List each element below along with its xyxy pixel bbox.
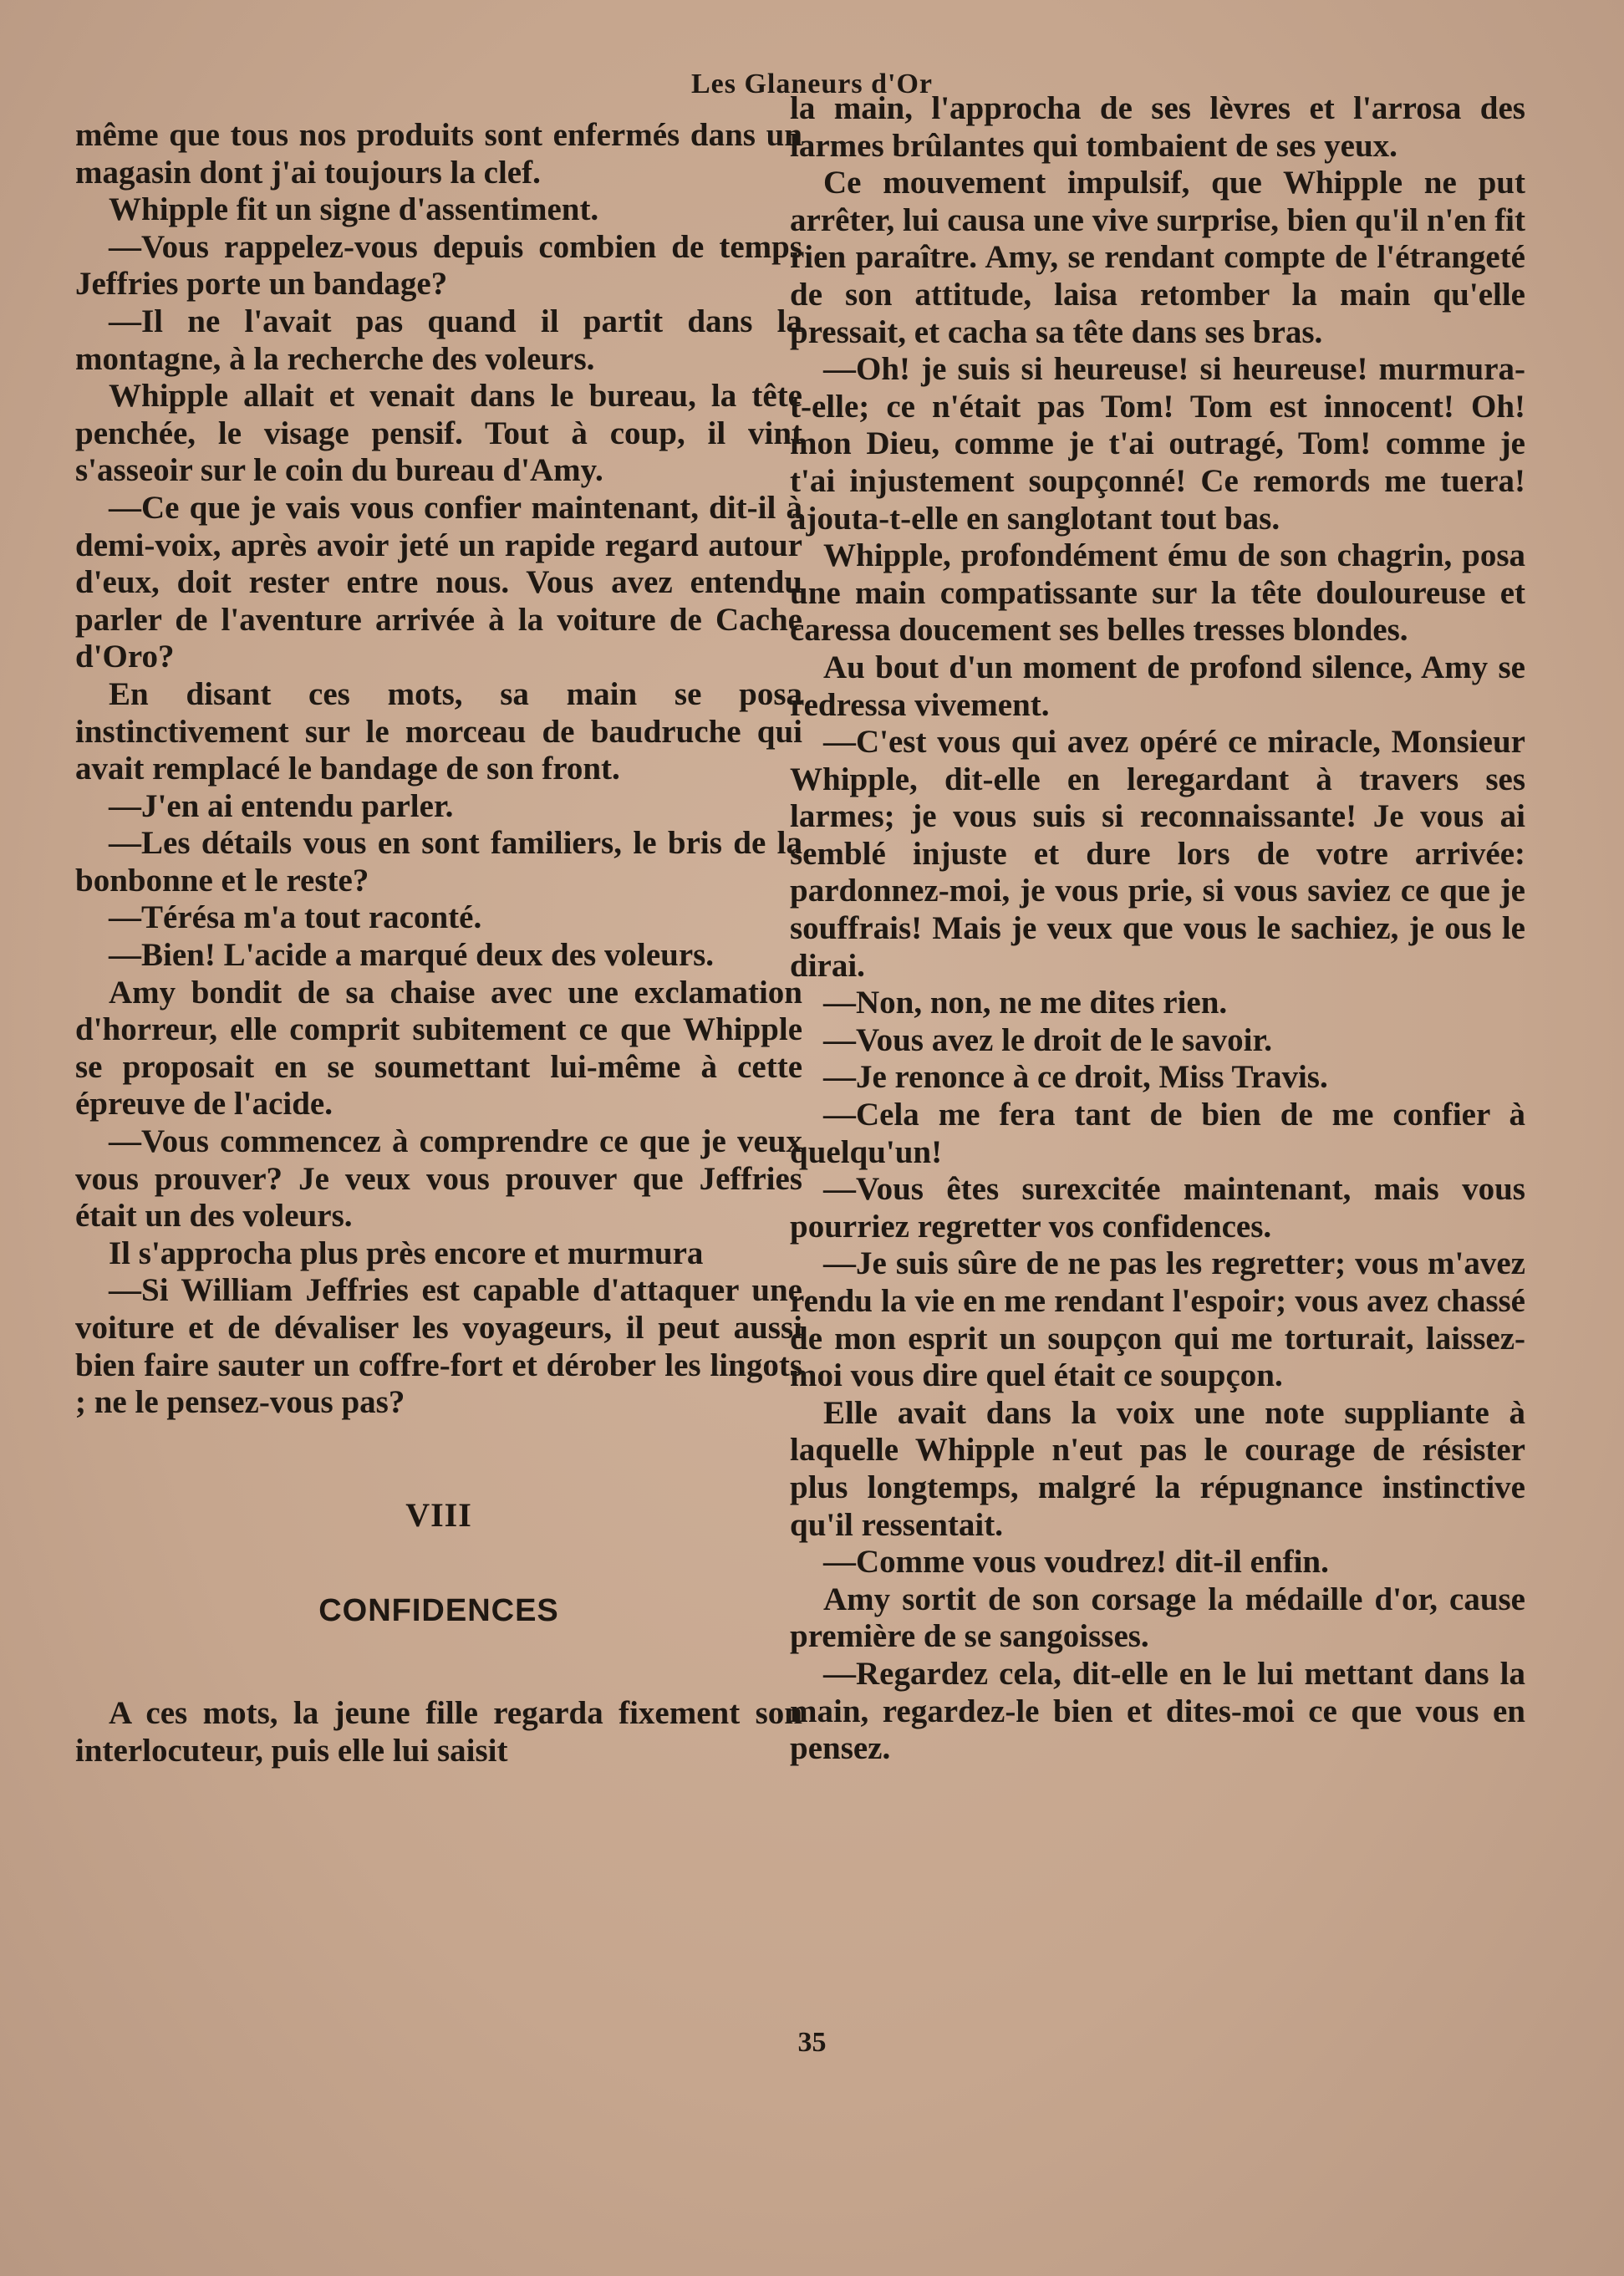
paragraph: —Je suis sûre de ne pas les regretter; vous m'avez rendu la vie en me rendant l'espoir; vous avez chassé de mon esprit un soupçon qui me torturait, laissez-moi vous dire quel était ce soupçon. bbox=[790, 1245, 1525, 1394]
paragraph: —Vous êtes surexcitée maintenant, mais vous pourriez regretter vos confidences. bbox=[790, 1171, 1525, 1245]
paragraph: Il s'approcha plus près encore et murmura bbox=[109, 1235, 704, 1271]
paragraph: —Je renonce à ce droit, Miss Travis. bbox=[823, 1059, 1328, 1096]
paragraph: —Vous commencez à comprendre ce que je veux vous prouver? Je veux vous prouver que Jeffries était un des voleurs. bbox=[75, 1123, 802, 1235]
paragraph: Whipple allait et venait dans le bureau, la tête penchée, le visage pensif. Tout à coup, il vint s'asseoir sur le coin du bureau d'Amy. bbox=[75, 378, 802, 489]
running-header: Les Glaneurs d'Or bbox=[690, 69, 934, 99]
paragraph: —Non, non, ne me dites rien. bbox=[823, 985, 1228, 1021]
left-column bbox=[75, 117, 802, 1769]
right-column bbox=[790, 90, 1525, 1768]
paragraph: —C'est vous qui avez opéré ce miracle, Monsieur Whipple, dit-elle en leregardant à travers ses larmes; je vous suis si reconnaissante! Je vous ai semblé injuste et dure lors de votre arrivée: pardonnez-moi, je vous prie, si vous saviez ce que je souffrais! Mais je veux que vous le sachiez, je ous le dirai. bbox=[790, 724, 1525, 984]
paragraph: —Comme vous voudrez! dit-il enfin. bbox=[823, 1544, 1329, 1581]
paragraph: —Bien! L'acide a marqué deux des voleurs. bbox=[109, 937, 715, 974]
chapter-number: VIII bbox=[405, 1495, 472, 1534]
paragraph: Au bout d'un moment de profond silence, Amy se redressa vivement. bbox=[790, 649, 1525, 723]
paragraph: la main, l'approcha de ses lèvres et l'arrosa des larmes brûlantes qui tombaient de ses yeux. bbox=[790, 90, 1525, 164]
paragraph: —Si William Jeffries est capable d'attaquer une voiture et de dévaliser les voyageurs, il peut aussi bien faire sauter un coffre-fort et dérober les lingots ; ne le pensez-vous pas? bbox=[75, 1272, 802, 1421]
paragraph: —Il ne l'avait pas quand il partit dans la montagne, à la recherche des voleurs. bbox=[75, 303, 802, 377]
paragraph: —Cela me fera tant de bien de me confier à quelqu'un! bbox=[790, 1097, 1525, 1170]
paragraph: —Ce que je vais vous confier maintenant, dit-il à demi-voix, après avoir jeté un rapide regard autour d'eux, doit rester entre nous. Vous avez entendu parler de l'aventure arrivée à la voiture de Cache d'Oro? bbox=[75, 489, 802, 675]
paragraph: —Oh! je suis si heureuse! si heureuse! murmura-t-elle; ce n'était pas Tom! Tom est innocent! Oh! mon Dieu, comme je t'ai outragé, Tom! comme je t'ai injustement soupçonné! Ce remords me tuera! ajouta-t-elle en sanglotant tout bas. bbox=[790, 351, 1525, 537]
paragraph: —Térésa m'a tout raconté. bbox=[109, 899, 482, 936]
chapter-opening-paragraph: A ces mots, la jeune fille regarda fixement son interlocuteur, puis elle lui saisit bbox=[75, 1694, 802, 1769]
paragraph: —Les détails vous en sont familiers, le bris de la bonbonne et le reste? bbox=[75, 825, 802, 899]
paragraph: —J'en ai entendu parler. bbox=[109, 787, 454, 824]
paragraph: Amy sortit de son corsage la médaille d'or, cause première de se sangoisses. bbox=[790, 1581, 1525, 1655]
paragraph: même que tous nos produits sont enfermés dans un magasin dont j'ai toujours la clef. bbox=[75, 117, 802, 191]
chapter-title: CONFIDENCES bbox=[318, 1593, 559, 1629]
paragraph: Elle avait dans la voix une note suppliante à laquelle Whipple n'eut pas le courage de résister plus longtemps, malgré la répugnance instinctive qu'il ressentait. bbox=[790, 1394, 1525, 1543]
paragraph: En disant ces mots, sa main se posa instinctivement sur le morceau de baudruche qui avait remplacé le bandage de son front. bbox=[75, 675, 802, 787]
page-number: 35 bbox=[797, 2027, 827, 2058]
paragraph: Amy bondit de sa chaise avec une exclamation d'horreur, elle comprit subitement ce que Whipple se proposait en se soumettant lui-même à cette épreuve de l'acide. bbox=[75, 974, 802, 1123]
paragraph: Whipple, profondément ému de son chagrin, posa une main compatissante sur la tête douloureuse et caressa doucement ses belles tresses blondes. bbox=[790, 537, 1525, 649]
paragraph: —Vous rappelez-vous depuis combien de temps Jeffries porte un bandage? bbox=[75, 228, 802, 303]
paragraph: Ce mouvement impulsif, que Whipple ne put arrêter, lui causa une vive surprise, bien qu'il n'en fit rien paraître. Amy, se rendant compte de l'étrangeté de son attitude, laisa retomber la main qu'elle pressait, et cacha sa tête dans ses bras. bbox=[790, 165, 1525, 350]
paragraph: Whipple fit un signe d'assentiment. bbox=[109, 191, 599, 228]
paragraph: —Vous avez le droit de le savoir. bbox=[823, 1021, 1272, 1058]
paragraph: —Regardez cela, dit-elle en le lui mettant dans la main, regardez-le bien et dites-moi ce que vous en pensez. bbox=[790, 1655, 1525, 1767]
